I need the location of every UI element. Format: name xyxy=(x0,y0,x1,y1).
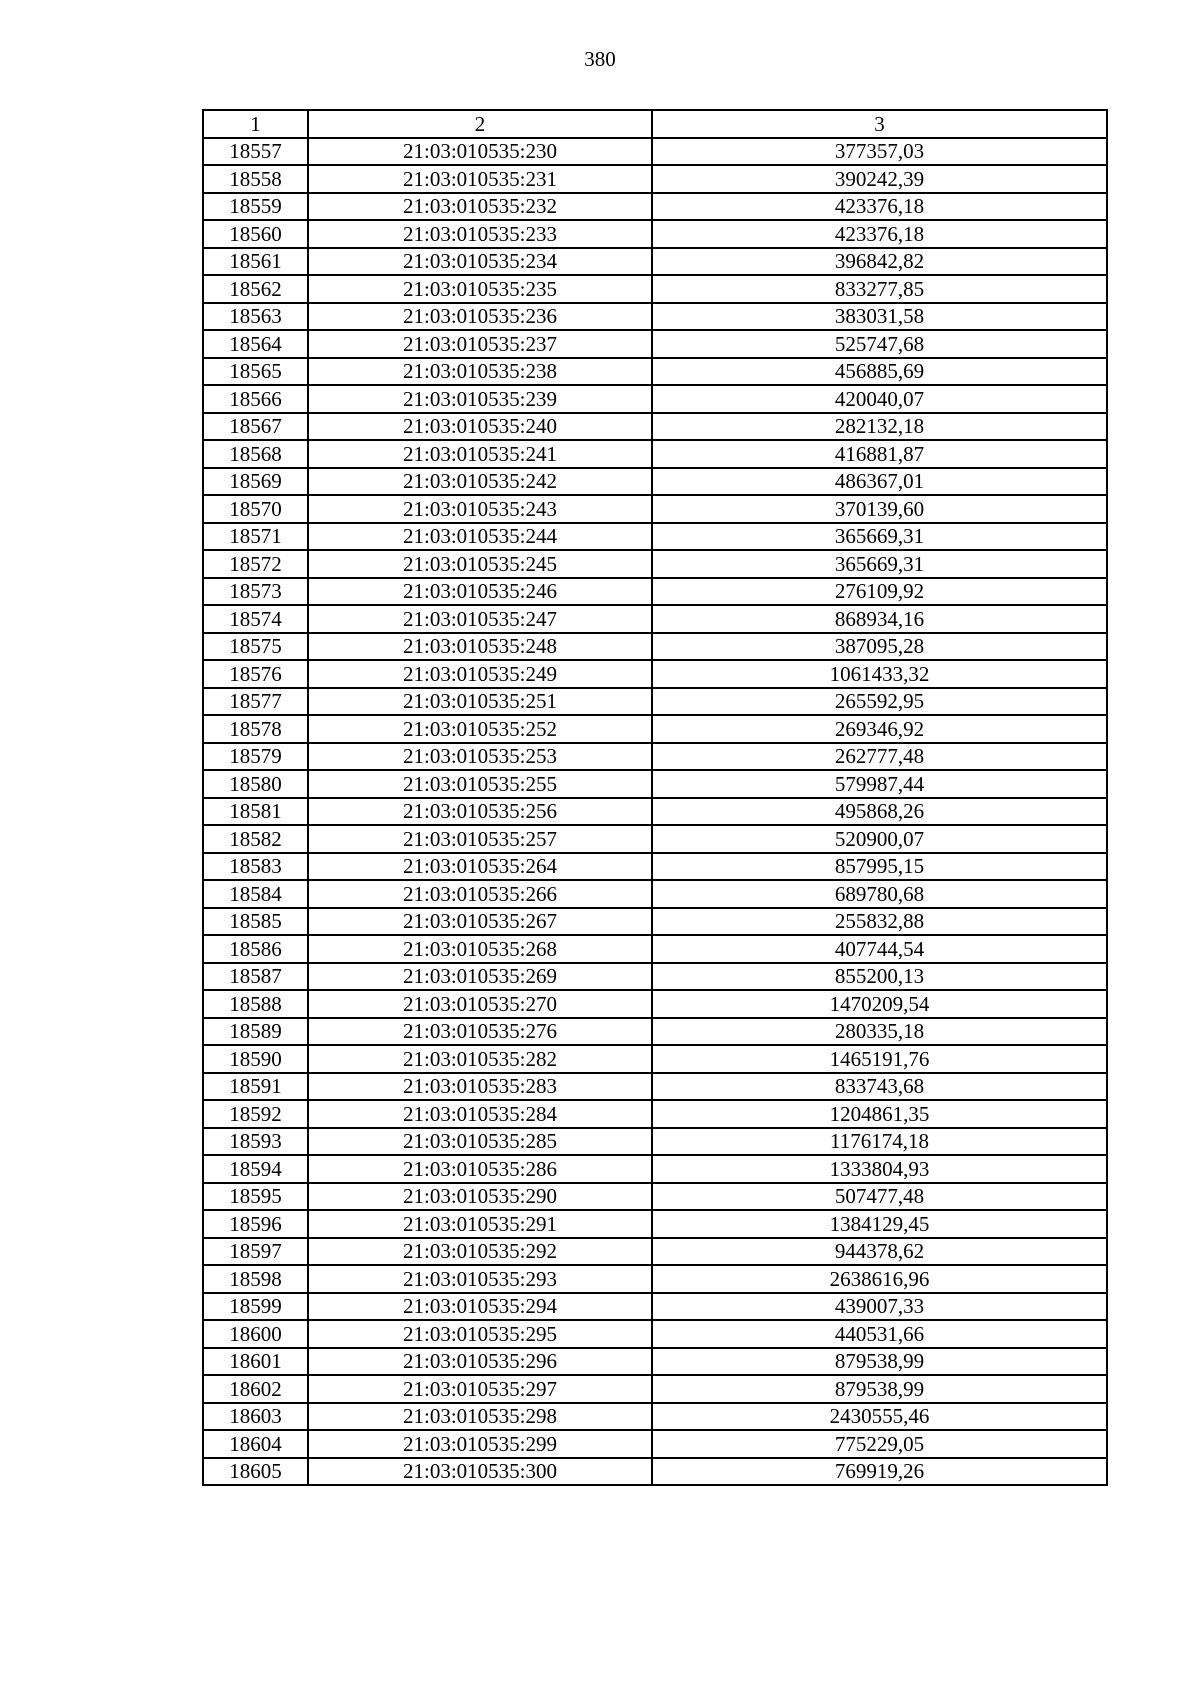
value-cell: 262777,48 xyxy=(652,743,1107,771)
column-header-2: 2 xyxy=(308,110,652,138)
row-number-cell: 18576 xyxy=(203,660,308,688)
header-row xyxy=(203,110,1107,138)
cadastral-number-cell: 21:03:010535:276 xyxy=(308,1018,652,1046)
row-number-cell: 18596 xyxy=(203,1210,308,1238)
row-number-cell: 18559 xyxy=(203,193,308,221)
cadastral-number-cell: 21:03:010535:242 xyxy=(308,468,652,496)
table-row xyxy=(203,1238,1107,1266)
cadastral-number-cell: 21:03:010535:267 xyxy=(308,908,652,936)
cadastral-number-cell: 21:03:010535:239 xyxy=(308,385,652,413)
cadastral-number-cell: 21:03:010535:296 xyxy=(308,1348,652,1376)
table-row xyxy=(203,468,1107,496)
row-number-cell: 18558 xyxy=(203,165,308,193)
column-header-3: 3 xyxy=(652,110,1107,138)
value-cell: 276109,92 xyxy=(652,578,1107,606)
value-cell: 833277,85 xyxy=(652,275,1107,303)
value-cell: 1465191,76 xyxy=(652,1045,1107,1073)
value-cell: 387095,28 xyxy=(652,633,1107,661)
row-number-cell: 18566 xyxy=(203,385,308,413)
table-row xyxy=(203,1265,1107,1293)
cadastral-number-cell: 21:03:010535:269 xyxy=(308,963,652,991)
value-cell: 440531,66 xyxy=(652,1320,1107,1348)
cadastral-number-cell: 21:03:010535:297 xyxy=(308,1375,652,1403)
table-row xyxy=(203,770,1107,798)
table-row xyxy=(203,688,1107,716)
row-number-cell: 18580 xyxy=(203,770,308,798)
row-number-cell: 18578 xyxy=(203,715,308,743)
row-number-cell: 18572 xyxy=(203,550,308,578)
cadastral-number-cell: 21:03:010535:233 xyxy=(308,220,652,248)
table-row xyxy=(203,495,1107,523)
cadastral-number-cell: 21:03:010535:300 xyxy=(308,1458,652,1486)
cadastral-number-cell: 21:03:010535:286 xyxy=(308,1155,652,1183)
row-number-cell: 18564 xyxy=(203,330,308,358)
value-cell: 280335,18 xyxy=(652,1018,1107,1046)
table-row xyxy=(203,1375,1107,1403)
table-row xyxy=(203,1100,1107,1128)
row-number-cell: 18585 xyxy=(203,908,308,936)
cadastral-number-cell: 21:03:010535:243 xyxy=(308,495,652,523)
cadastral-number-cell: 21:03:010535:237 xyxy=(308,330,652,358)
value-cell: 868934,16 xyxy=(652,605,1107,633)
row-number-cell: 18601 xyxy=(203,1348,308,1376)
value-cell: 833743,68 xyxy=(652,1073,1107,1101)
cadastral-number-cell: 21:03:010535:299 xyxy=(308,1430,652,1458)
row-number-cell: 18605 xyxy=(203,1458,308,1486)
row-number-cell: 18602 xyxy=(203,1375,308,1403)
row-number-cell: 18560 xyxy=(203,220,308,248)
row-number-cell: 18569 xyxy=(203,468,308,496)
row-number-cell: 18584 xyxy=(203,880,308,908)
value-cell: 416881,87 xyxy=(652,440,1107,468)
row-number-cell: 18592 xyxy=(203,1100,308,1128)
cadastral-number-cell: 21:03:010535:268 xyxy=(308,935,652,963)
cadastral-number-cell: 21:03:010535:231 xyxy=(308,165,652,193)
table-row xyxy=(203,1293,1107,1321)
table-row xyxy=(203,330,1107,358)
value-cell: 520900,07 xyxy=(652,825,1107,853)
cadastral-number-cell: 21:03:010535:291 xyxy=(308,1210,652,1238)
cadastral-number-cell: 21:03:010535:238 xyxy=(308,358,652,386)
cadastral-number-cell: 21:03:010535:235 xyxy=(308,275,652,303)
cadastral-number-cell: 21:03:010535:247 xyxy=(308,605,652,633)
value-cell: 507477,48 xyxy=(652,1183,1107,1211)
cadastral-number-cell: 21:03:010535:251 xyxy=(308,688,652,716)
row-number-cell: 18593 xyxy=(203,1128,308,1156)
table-header xyxy=(203,110,1107,138)
table-row xyxy=(203,523,1107,551)
value-cell: 456885,69 xyxy=(652,358,1107,386)
cadastral-number-cell: 21:03:010535:234 xyxy=(308,248,652,276)
column-header-1: 1 xyxy=(203,110,308,138)
row-number-cell: 18579 xyxy=(203,743,308,771)
value-cell: 1384129,45 xyxy=(652,1210,1107,1238)
table-row xyxy=(203,578,1107,606)
cadastral-number-cell: 21:03:010535:266 xyxy=(308,880,652,908)
value-cell: 495868,26 xyxy=(652,798,1107,826)
row-number-cell: 18574 xyxy=(203,605,308,633)
table-row xyxy=(203,1155,1107,1183)
cadastral-number-cell: 21:03:010535:252 xyxy=(308,715,652,743)
value-cell: 855200,13 xyxy=(652,963,1107,991)
value-cell: 365669,31 xyxy=(652,550,1107,578)
value-cell: 579987,44 xyxy=(652,770,1107,798)
cadastral-number-cell: 21:03:010535:248 xyxy=(308,633,652,661)
table-row xyxy=(203,385,1107,413)
value-cell: 255832,88 xyxy=(652,908,1107,936)
value-cell: 282132,18 xyxy=(652,413,1107,441)
cadastral-number-cell: 21:03:010535:298 xyxy=(308,1403,652,1431)
value-cell: 879538,99 xyxy=(652,1375,1107,1403)
table-row xyxy=(203,1458,1107,1486)
cadastral-number-cell: 21:03:010535:246 xyxy=(308,578,652,606)
table-row xyxy=(203,1018,1107,1046)
value-cell: 486367,01 xyxy=(652,468,1107,496)
cadastral-number-cell: 21:03:010535:240 xyxy=(308,413,652,441)
value-cell: 525747,68 xyxy=(652,330,1107,358)
cadastral-number-cell: 21:03:010535:256 xyxy=(308,798,652,826)
row-number-cell: 18570 xyxy=(203,495,308,523)
table-row xyxy=(203,990,1107,1018)
value-cell: 383031,58 xyxy=(652,303,1107,331)
data-table xyxy=(202,109,1108,1486)
cadastral-number-cell: 21:03:010535:294 xyxy=(308,1293,652,1321)
value-cell: 365669,31 xyxy=(652,523,1107,551)
row-number-cell: 18603 xyxy=(203,1403,308,1431)
value-cell: 769919,26 xyxy=(652,1458,1107,1486)
table-row xyxy=(203,358,1107,386)
value-cell: 420040,07 xyxy=(652,385,1107,413)
row-number-cell: 18595 xyxy=(203,1183,308,1211)
value-cell: 1176174,18 xyxy=(652,1128,1107,1156)
row-number-cell: 18575 xyxy=(203,633,308,661)
value-cell: 2638616,96 xyxy=(652,1265,1107,1293)
table-row xyxy=(203,963,1107,991)
value-cell: 2430555,46 xyxy=(652,1403,1107,1431)
cadastral-number-cell: 21:03:010535:282 xyxy=(308,1045,652,1073)
row-number-cell: 18581 xyxy=(203,798,308,826)
table-row xyxy=(203,853,1107,881)
table-body xyxy=(203,138,1107,1486)
table-row xyxy=(203,743,1107,771)
value-cell: 439007,33 xyxy=(652,1293,1107,1321)
value-cell: 396842,82 xyxy=(652,248,1107,276)
table-row xyxy=(203,303,1107,331)
table-row xyxy=(203,605,1107,633)
table-row xyxy=(203,440,1107,468)
value-cell: 370139,60 xyxy=(652,495,1107,523)
table-row xyxy=(203,935,1107,963)
value-cell: 269346,92 xyxy=(652,715,1107,743)
value-cell: 1061433,32 xyxy=(652,660,1107,688)
cadastral-number-cell: 21:03:010535:264 xyxy=(308,853,652,881)
table-row xyxy=(203,825,1107,853)
cadastral-number-cell: 21:03:010535:249 xyxy=(308,660,652,688)
table-row xyxy=(203,880,1107,908)
table-row xyxy=(203,715,1107,743)
row-number-cell: 18557 xyxy=(203,138,308,166)
table-row xyxy=(203,908,1107,936)
value-cell: 390242,39 xyxy=(652,165,1107,193)
value-cell: 1333804,93 xyxy=(652,1155,1107,1183)
row-number-cell: 18594 xyxy=(203,1155,308,1183)
row-number-cell: 18604 xyxy=(203,1430,308,1458)
cadastral-number-cell: 21:03:010535:295 xyxy=(308,1320,652,1348)
cadastral-number-cell: 21:03:010535:236 xyxy=(308,303,652,331)
cadastral-number-cell: 21:03:010535:284 xyxy=(308,1100,652,1128)
row-number-cell: 18600 xyxy=(203,1320,308,1348)
row-number-cell: 18598 xyxy=(203,1265,308,1293)
table-row xyxy=(203,1128,1107,1156)
table-row xyxy=(203,193,1107,221)
cadastral-number-cell: 21:03:010535:290 xyxy=(308,1183,652,1211)
row-number-cell: 18589 xyxy=(203,1018,308,1046)
row-number-cell: 18562 xyxy=(203,275,308,303)
cadastral-number-cell: 21:03:010535:232 xyxy=(308,193,652,221)
value-cell: 423376,18 xyxy=(652,193,1107,221)
table-row xyxy=(203,220,1107,248)
table-row xyxy=(203,633,1107,661)
table-row xyxy=(203,1320,1107,1348)
table-row xyxy=(203,275,1107,303)
row-number-cell: 18567 xyxy=(203,413,308,441)
table-row xyxy=(203,660,1107,688)
table-row xyxy=(203,550,1107,578)
row-number-cell: 18573 xyxy=(203,578,308,606)
cadastral-number-cell: 21:03:010535:283 xyxy=(308,1073,652,1101)
cadastral-number-cell: 21:03:010535:244 xyxy=(308,523,652,551)
value-cell: 407744,54 xyxy=(652,935,1107,963)
row-number-cell: 18591 xyxy=(203,1073,308,1101)
row-number-cell: 18568 xyxy=(203,440,308,468)
row-number-cell: 18582 xyxy=(203,825,308,853)
table-row xyxy=(203,1430,1107,1458)
table-row xyxy=(203,1073,1107,1101)
value-cell: 857995,15 xyxy=(652,853,1107,881)
row-number-cell: 18583 xyxy=(203,853,308,881)
row-number-cell: 18599 xyxy=(203,1293,308,1321)
page-number: 380 xyxy=(584,47,616,71)
row-number-cell: 18565 xyxy=(203,358,308,386)
row-number-cell: 18563 xyxy=(203,303,308,331)
cadastral-number-cell: 21:03:010535:293 xyxy=(308,1265,652,1293)
value-cell: 1470209,54 xyxy=(652,990,1107,1018)
cadastral-number-cell: 21:03:010535:292 xyxy=(308,1238,652,1266)
cadastral-number-cell: 21:03:010535:230 xyxy=(308,138,652,166)
value-cell: 423376,18 xyxy=(652,220,1107,248)
cadastral-number-cell: 21:03:010535:257 xyxy=(308,825,652,853)
value-cell: 1204861,35 xyxy=(652,1100,1107,1128)
table-row xyxy=(203,165,1107,193)
value-cell: 944378,62 xyxy=(652,1238,1107,1266)
table-row xyxy=(203,248,1107,276)
table-row xyxy=(203,1403,1107,1431)
value-cell: 265592,95 xyxy=(652,688,1107,716)
value-cell: 689780,68 xyxy=(652,880,1107,908)
row-number-cell: 18586 xyxy=(203,935,308,963)
row-number-cell: 18577 xyxy=(203,688,308,716)
row-number-cell: 18587 xyxy=(203,963,308,991)
row-number-cell: 18588 xyxy=(203,990,308,1018)
cadastral-number-cell: 21:03:010535:285 xyxy=(308,1128,652,1156)
value-cell: 879538,99 xyxy=(652,1348,1107,1376)
value-cell: 377357,03 xyxy=(652,138,1107,166)
table-row xyxy=(203,1210,1107,1238)
row-number-cell: 18571 xyxy=(203,523,308,551)
cadastral-number-cell: 21:03:010535:255 xyxy=(308,770,652,798)
row-number-cell: 18597 xyxy=(203,1238,308,1266)
table-row xyxy=(203,1183,1107,1211)
cadastral-number-cell: 21:03:010535:245 xyxy=(308,550,652,578)
table-row xyxy=(203,1045,1107,1073)
value-cell: 775229,05 xyxy=(652,1430,1107,1458)
table-row xyxy=(203,798,1107,826)
table-row xyxy=(203,1348,1107,1376)
table-row xyxy=(203,138,1107,166)
table-row xyxy=(203,413,1107,441)
cadastral-number-cell: 21:03:010535:241 xyxy=(308,440,652,468)
row-number-cell: 18561 xyxy=(203,248,308,276)
row-number-cell: 18590 xyxy=(203,1045,308,1073)
cadastral-number-cell: 21:03:010535:270 xyxy=(308,990,652,1018)
cadastral-number-cell: 21:03:010535:253 xyxy=(308,743,652,771)
